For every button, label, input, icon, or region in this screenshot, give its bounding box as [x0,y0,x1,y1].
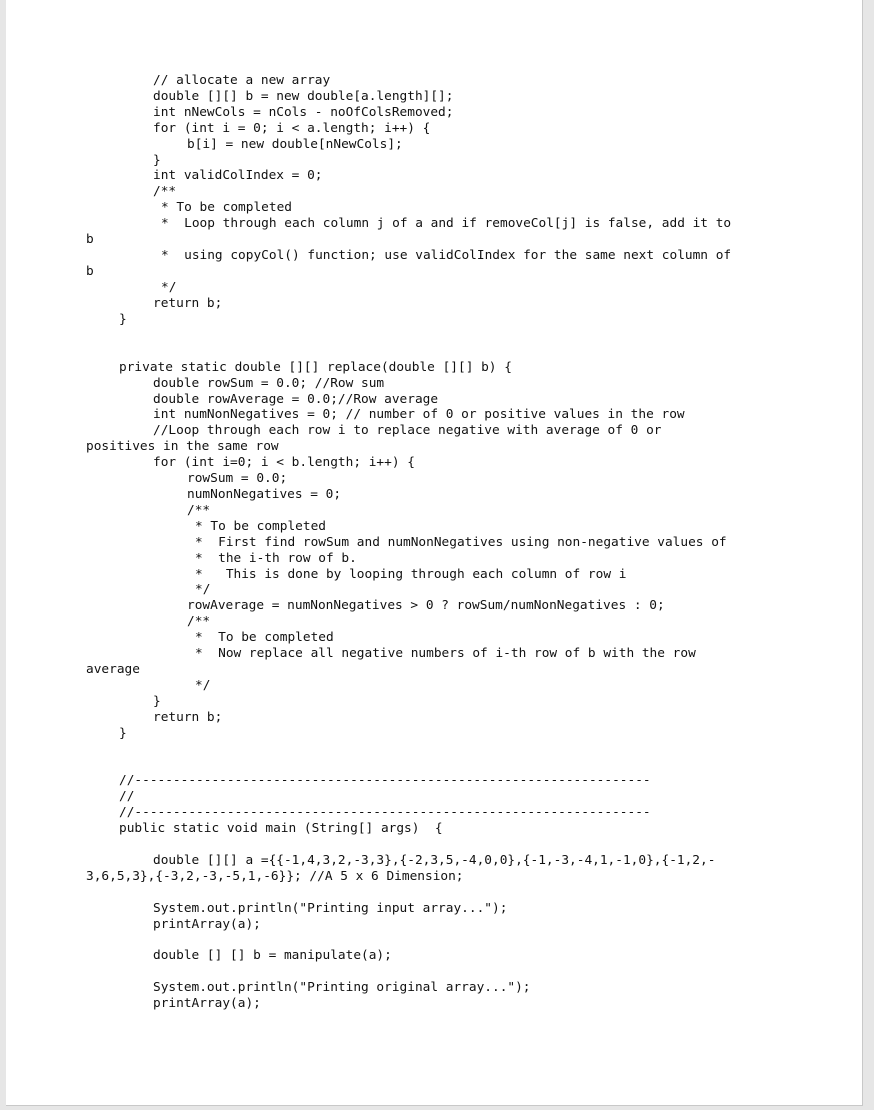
code-line: public static void main (String[] args) { [119,821,443,836]
code-line: double rowSum = 0.0; //Row sum [153,376,385,391]
code-line: numNonNegatives = 0; [187,487,342,502]
code-line: System.out.println("Printing original array..."); [153,980,531,995]
code-line: return b; [153,296,223,311]
code-line: for (int i=0; i < b.length; i++) { [153,455,415,470]
code-line: rowSum = 0.0; [187,471,288,486]
code-line: } [119,312,127,327]
code-line: b[i] = new double[nNewCols]; [187,137,403,152]
code-line: //Loop through each row i to replace negative with average of 0 or [153,423,662,438]
code-line: * This is done by looping through each column of row i [195,567,627,582]
code-line: int nNewCols = nCols - noOfColsRemoved; [153,105,454,120]
code-line: * To be completed [161,200,292,215]
code-line: 3,6,5,3},{-3,2,-3,-5,1,-6}}; //A 5 x 6 Dimension; [86,869,464,884]
code-line: for (int i = 0; i < a.length; i++) { [153,121,431,136]
code-line: double rowAverage = 0.0;//Row average [153,392,439,407]
code-line: // [119,789,135,804]
code-line: /** [187,614,211,629]
code-line: } [153,694,161,709]
code-line: * To be completed [195,630,334,645]
code-line: */ [161,280,177,295]
code-line: double [][] b = new double[a.length][]; [153,89,454,104]
code-line: * the i-th row of b. [195,551,357,566]
code-line: * First find rowSum and numNonNegatives using non-negative values of [195,535,727,550]
code-line: return b; [153,710,223,725]
code-line: } [119,726,127,741]
code-line: positives in the same row [86,439,279,454]
code-line: * Loop through each column j of a and if removeCol[j] is false, add it to [161,216,732,231]
code-line: printArray(a); [153,996,261,1011]
code-line: printArray(a); [153,917,261,932]
code-line: * using copyCol() function; use validColIndex for the same next column of [161,248,732,263]
code-line: double [][] a ={{-1,4,3,2,-3,3},{-2,3,5,-4,0,0},{-1,-3,-4,1,-1,0},{-1,2,- [153,853,716,868]
code-line: } [153,153,161,168]
code-line: */ [195,678,211,693]
code-line: int numNonNegatives = 0; // number of 0 or positive values in the row [153,407,685,422]
code-line: b [86,232,94,247]
code-line: /** [153,184,177,199]
code-line: int validColIndex = 0; [153,168,323,183]
code-line: rowAverage = numNonNegatives > 0 ? rowSum/numNonNegatives : 0; [187,598,665,613]
code-line: //------------------------------------------------------------------- [119,773,651,788]
code-line: double [] [] b = manipulate(a); [153,948,392,963]
code-line: average [86,662,140,677]
code-line: //------------------------------------------------------------------- [119,805,651,820]
code-line: System.out.println("Printing input array..."); [153,901,508,916]
code-line: /** [187,503,211,518]
document-page [6,0,863,1106]
code-line: * Now replace all negative numbers of i-th row of b with the row [195,646,696,661]
code-line: private static double [][] replace(double [][] b) { [119,360,512,375]
code-line: b [86,264,94,279]
code-line: // allocate a new array [153,73,331,88]
code-line: * To be completed [195,519,326,534]
code-line: */ [195,582,211,597]
